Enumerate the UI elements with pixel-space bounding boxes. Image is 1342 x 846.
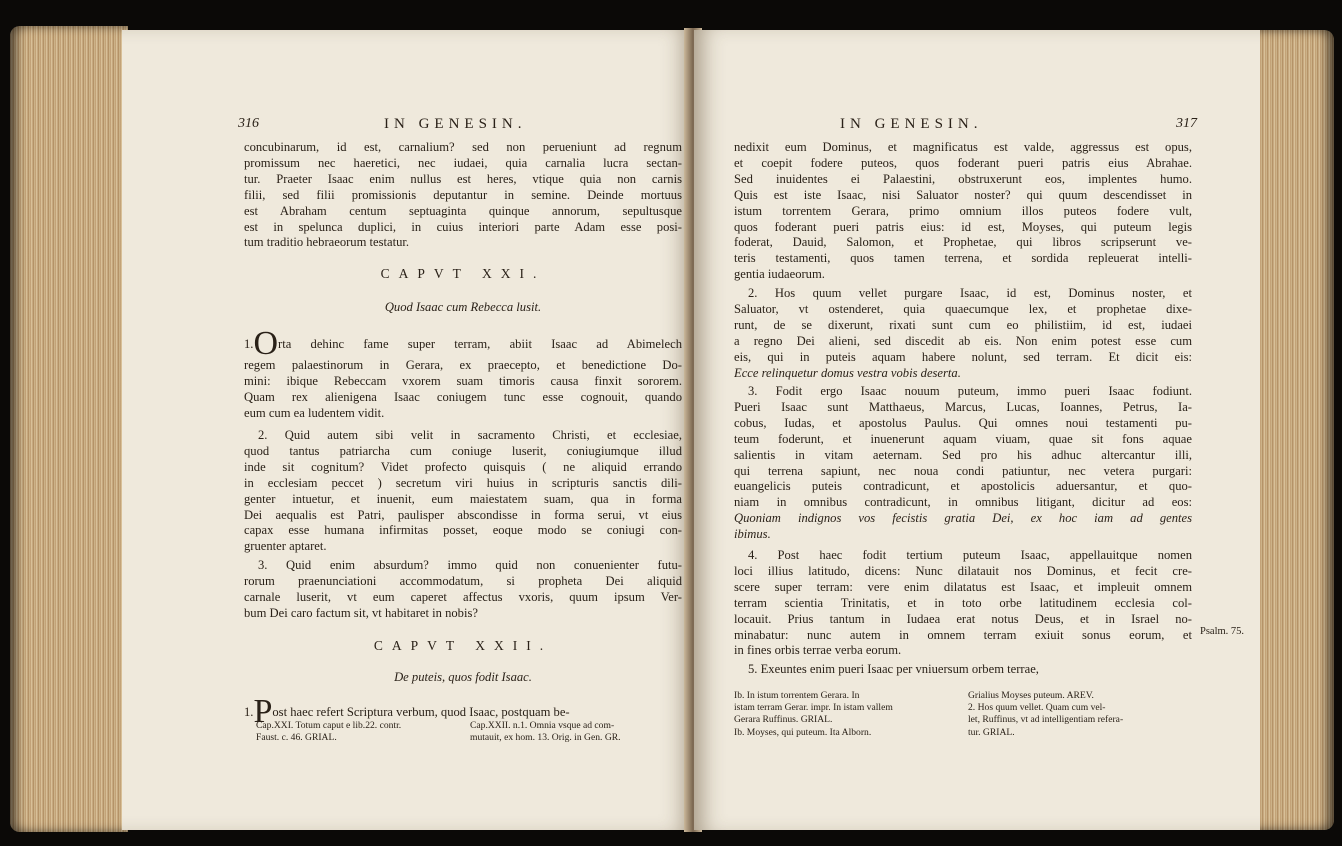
footnotes-right (734, 690, 1192, 750)
chapter-subtitle-22: De puteis, quos fodit Isaac. (394, 670, 532, 684)
chapter-heading-22: CAPVT XXII. (373, 638, 553, 653)
running-head-right: IN GENESIN. (840, 116, 983, 132)
footnote-column (968, 690, 1192, 739)
footnote-line: Grialius Moyses puteum. AREV. (968, 690, 1094, 701)
text-line: teris testamenti, quos tamen terrena, et sordida repleuerat intelli- (734, 251, 1192, 266)
footnote-column (256, 720, 461, 744)
text-line: genter intuetur, et inuenit, eum maiestatem suam, qua in forma (244, 491, 682, 506)
text-line: nedixit eum Dominus, et magnificatus est valde, aggressus est opus, (734, 140, 1192, 154)
text-line: gentia iudaeorum. (734, 267, 825, 282)
chapter-21-para-2 (244, 428, 682, 555)
footnote-line: Cap.XXI. Totum caput e lib.22. contr. (256, 720, 402, 731)
text-line: loci illius latitudo, dicens: Nunc dilatauit nos Dominus, et fecit cre- (734, 563, 1192, 578)
text-line: 5. Exeuntes enim pueri Isaac per vniuersum orbem terrae, (748, 662, 1039, 676)
footnote-line: Faust. c. 46. GRIAL. (256, 732, 337, 744)
text-line: rorum praenunciationi accommodatum, si propheta Dei aliquid (244, 573, 682, 588)
right-para-3 (734, 384, 1192, 543)
text-line: euangelicis puteis contradicunt, et apostolicis aduersantur, et quo- (734, 479, 1192, 494)
text-line: 2. Quid autem sibi velit in sacramento Christi, et ecclesiae, (258, 428, 682, 442)
text-line: qui terrena sapiunt, nec noua condi patiuntur, nec vetera purgari: (734, 463, 1192, 478)
text-line: cobus, Iudas, et apostolus Paulus. Qui omnes noui testamenti pu- (734, 415, 1192, 430)
right-page (694, 30, 1260, 830)
text-line: teum foderunt, et inuenerunt aquam viuam, quae sit fons aquae (734, 431, 1192, 446)
text-run: rta dehinc fame super terram, abiit Isaac ad Abimelech (278, 337, 682, 351)
open-book (8, 16, 1334, 840)
text-line: Saluator, vt ostenderet, quia quaecumque lex, et prophetae dixe- (734, 301, 1192, 316)
text-line: minabatur: nunc autem in omnem terram exiuit sonus eorum, et (734, 627, 1192, 642)
drop-cap: O (253, 330, 279, 358)
text-line: est Abraham centum septuaginta quinque annorum, sepultusque (244, 203, 682, 218)
footnote-line: Ib. Moyses, qui puteum. Ita Alborn. (734, 726, 872, 738)
text-line: concubinarum, id est, carnalium? sed non perueniunt ad regnum (244, 140, 682, 154)
text-line: capax esse humana infirmitas posset, eoque modo se coniugi con- (244, 523, 682, 538)
text-line: Quam rex alienigena Isaac coniugem tunc esse cognouit, quando (244, 389, 682, 404)
text-line: 3. Quid enim absurdum? immo quid non conuenienter futu- (258, 558, 682, 572)
text-line: Dei aequalis est Patri, paulisper abscondisse in forma serui, vt eius (244, 507, 682, 522)
text-line: Quoniam indignos vos fecistis gratia Dei, ex hoc iam ad gentes (734, 511, 1192, 526)
text-line: mini: ibique Rebeccam vxorem suam timoris causa finxit sororem. (244, 373, 682, 388)
text-line: Sed inuidentes ei Palaestini, obstruxerunt eos, implentes humo. (734, 171, 1192, 186)
text-line: Quis est iste Isaac, nisi Saluator noster? qui quum descendisset in (734, 187, 1192, 202)
footnotes-left (244, 720, 682, 760)
text-line: terram scientia Trinitatis, et in toto orbe latitudinem ecclesia col- (734, 595, 1192, 610)
paragraph-number: 1. (244, 705, 254, 719)
margin-reference: Psalm. 75. (1200, 626, 1245, 637)
text-line: gruenter aptaret. (244, 539, 327, 554)
text-line: inde sit cognitum? Videt profecto quisquis ( ne aliquid errando (244, 459, 682, 474)
footnote-line: mutauit, ex hom. 13. Orig. in Gen. GR. (470, 732, 621, 744)
right-para-4 (734, 548, 1192, 659)
text-line: locauit. Prius tantum in Iudaea erat notus Deus, et in Israel no- (734, 611, 1192, 626)
chapter-subtitle-21: Quod Isaac cum Rebecca lusit. (384, 300, 542, 314)
text-line: bum Dei caro factum sit, vt habitaret in nobis? (244, 605, 478, 620)
footnote-line: let, Ruffinus, vt ad intelligentiam refera- (968, 714, 1124, 726)
text-line: tum traditio hebraeorum testatur. (244, 235, 410, 250)
text-line: est in spelunca duplici, in cuius interiori parte Adam esse posi- (244, 219, 682, 234)
running-head-left: IN GENESIN. (384, 116, 527, 132)
text-line: et coepit fodere puteos, quos foderant pueri patris eius Abrahae. (734, 155, 1192, 170)
right-para-2 (734, 286, 1192, 381)
text-line (244, 330, 682, 358)
text-line: promissum nec haeretici, nec iudaei, quia carnalia lucra sectan- (244, 155, 682, 170)
footnote-line: istam terram Gerar. impr. In istam vallem (734, 702, 893, 714)
page-number-left: 316 (238, 116, 259, 131)
chapter-heading-21: CAPVT XXI. (380, 266, 546, 281)
text-line: Pueri Isaac sunt Matthaeus, Marcus, Lucas, Ioannes, Petrus, Ia- (734, 399, 1192, 414)
footnote-line: Cap.XXII. n.1. Omnia vsque ad com- (470, 720, 615, 731)
text-line: foderat, Dauid, Salomon, et Prophetae, qui libros scripserunt ve- (734, 235, 1192, 250)
text-line: a regno Dei alieni, sed discedit ab eis. Non enim potest esse cum (734, 333, 1192, 348)
chapter-21-para-3 (244, 558, 682, 622)
text-line: in ecclesiam peccet ) secretum viri huius in scripturis sanctis dili- (244, 475, 682, 490)
text-run: ost haec refert Scriptura verbum, quod Isaac, postquam be- (272, 705, 570, 719)
text-line: 3. Fodit ergo Isaac nouum puteum, immo pueri Isaac fodiunt. (748, 384, 1192, 398)
intro-text-right (734, 140, 1192, 283)
page-number-right: 317 (1176, 116, 1197, 131)
text-line: ibimus. (734, 527, 771, 542)
text-line: quod tantus patriarcha cum coniuge luserit, coniugiumque illud (244, 443, 682, 458)
text-line: 2. Hos quum vellet purgare Isaac, id est, Dominus noster, et (748, 286, 1192, 300)
drop-cap: P (253, 698, 273, 726)
paragraph-number: 1. (244, 337, 254, 351)
left-page (122, 30, 692, 830)
text-line: quos foderant pueri patris eius: id est, Moyses, qui puteum legis (734, 219, 1192, 234)
text-line: Ecce relinquetur domus vestra vobis deserta. (734, 365, 961, 380)
text-line: eum cum ea ludentem vidit. (244, 405, 385, 420)
text-line: tur. Praeter Isaac enim nullus est heres, vtique quia non carnis (244, 171, 682, 186)
footnote-line: tur. GRIAL. (968, 726, 1015, 738)
text-line: scere super terram: vere enim dilatatus est Isaac, et impleuit omnem (734, 579, 1192, 594)
text-line: eis, qui in puteis aquam habere nolunt, sed terram. Et dicit eis: (734, 349, 1192, 364)
footnote-line: Ib. In istum torrentem Gerara. In (734, 690, 860, 701)
chapter-21-para-1 (244, 330, 682, 422)
text-line: istum torrentem Gerara, primo omnium illos puteos fodere vult, (734, 203, 1192, 218)
left-page-edges (10, 26, 128, 832)
footnote-line: 2. Hos quum vellet. Quam cum vel- (968, 702, 1106, 714)
footnote-column (470, 720, 682, 744)
text-line: niam in omnibus contradicunt, in omnibus litigant, dicitur ad eos: (734, 495, 1192, 510)
right-para-5 (734, 662, 1192, 678)
text-line: runt, de se dixerunt, rixati sunt cum eo philistiim, id est, iudaei (734, 317, 1192, 332)
text-line: 4. Post haec fodit tertium puteum Isaac, appellauitque nomen (748, 548, 1192, 562)
footnote-line: Gerara Ruffinus. GRIAL. (734, 714, 833, 726)
footnote-column (734, 690, 956, 739)
text-line: filii, sed filii promissionis deputantur in semine. Deinde mortuus (244, 187, 682, 202)
text-line: in fines orbis terrae verba eorum. (734, 643, 902, 658)
text-line: carnale luserit, vt eum caperet affectus vxoris, quum ipsum Ver- (244, 589, 682, 604)
intro-text-left (244, 140, 682, 251)
text-line: regem palaestinorum in Gerara, ex praecepto, et benedictione Do- (244, 358, 682, 372)
text-line: salientis in vitam aeternam. Sed pro his adhuc altercantur illi, (734, 447, 1192, 462)
